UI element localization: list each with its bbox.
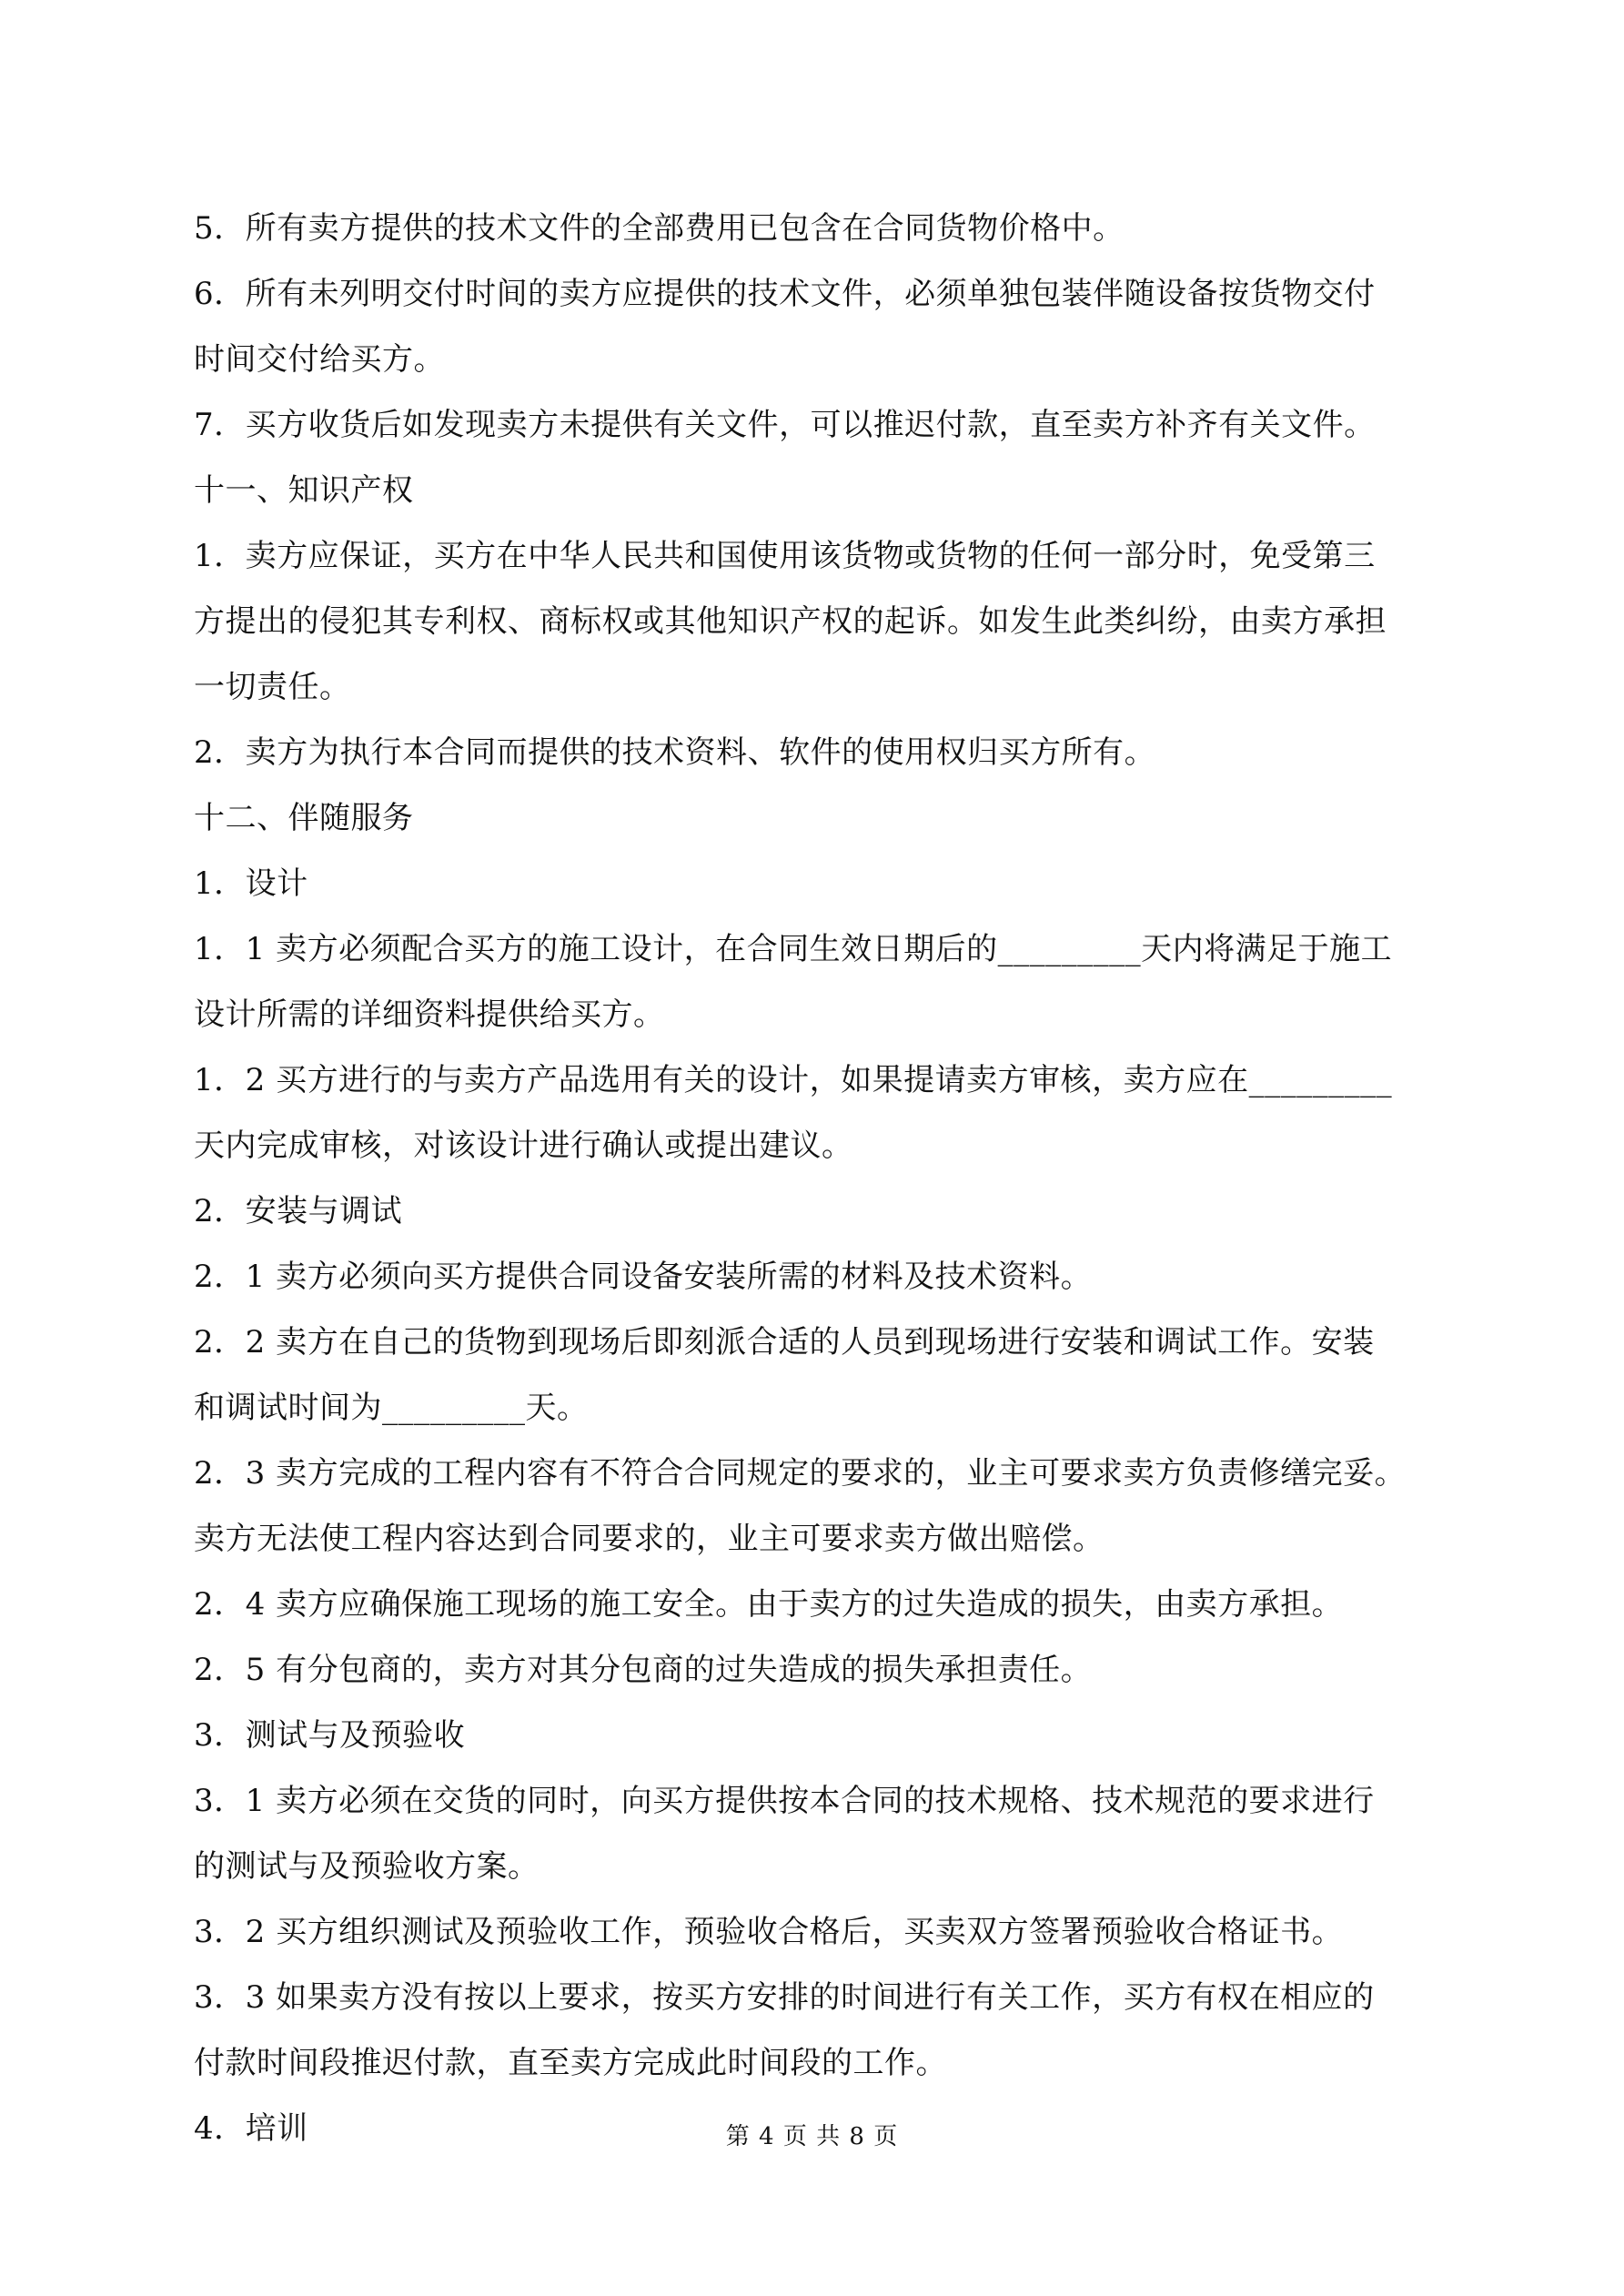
section-heading: 十二、伴随服务 xyxy=(194,800,414,836)
text-line: 2．2 卖方在自己的货物到现场后即刻派合适的人员到现场进行安装和调试工作。安装 xyxy=(194,1324,1375,1360)
text-line: 3．2 买方组织测试及预验收工作，预验收合格后，买卖双方签署预验收合格证书。 xyxy=(194,1914,1344,1950)
text-line: 的测试与及预验收方案。 xyxy=(194,1848,540,1885)
subsection-heading: 4．培训 xyxy=(194,2110,308,2147)
text-line: 3．1 卖方必须在交货的同时，向买方提供按本合同的技术规格、技术规范的要求进行 xyxy=(194,1783,1375,1819)
text-line: 设计所需的详细资料提供给买方。 xyxy=(194,996,665,1033)
subsection-heading: 1．设计 xyxy=(194,865,308,902)
text-line: 2．1 卖方必须向买方提供合同设备安装所需的材料及技术资料。 xyxy=(194,1259,1093,1295)
text-line: 2．4 卖方应确保施工现场的施工安全。由于卖方的过失造成的损失，由卖方承担。 xyxy=(194,1586,1344,1623)
text-line: 时间交付给买方。 xyxy=(194,341,445,378)
text-line: 5．所有卖方提供的技术文件的全部费用已包含在合同货物价格中。 xyxy=(194,210,1125,247)
text-line: 方提出的侵犯其专利权、商标权或其他知识产权的起诉。如发生此类纠纷，由卖方承担 xyxy=(194,603,1387,640)
text-line: 付款时间段推迟付款，直至卖方完成此时间段的工作。 xyxy=(194,2045,947,2081)
text-line: 一切责任。 xyxy=(194,669,351,705)
section-heading: 十一、知识产权 xyxy=(194,472,414,509)
page-number-footer: 第 4 页 共 8 页 xyxy=(725,2123,899,2150)
text-line: 1．1 卖方必须配合买方的施工设计，在合同生效日期后的_________天内将满足于施工 xyxy=(194,931,1393,967)
text-line: 2．3 卖方完成的工程内容有不符合合同规定的要求的，业主可要求卖方负责修缮完妥。 xyxy=(194,1455,1407,1492)
text-line: 和调试时间为_________天。 xyxy=(194,1390,589,1426)
text-line: 2．卖方为执行本合同而提供的技术资料、软件的使用权归买方所有。 xyxy=(194,734,1156,771)
text-line: 6．所有未列明交付时间的卖方应提供的技术文件，必须单独包装伴随设备按货物交付 xyxy=(194,276,1376,312)
text-line: 1．卖方应保证，买方在中华人民共和国使用该货物或货物的任何一部分时，免受第三 xyxy=(194,538,1376,574)
text-line: 2．5 有分包商的，卖方对其分包商的过失造成的损失承担责任。 xyxy=(194,1652,1093,1688)
document-body xyxy=(194,196,1440,2161)
text-line: 1．2 买方进行的与卖方产品选用有关的设计，如果提请卖方审核，卖方应在_________ xyxy=(194,1062,1393,1098)
subsection-heading: 2．安装与调试 xyxy=(194,1193,403,1229)
text-line: 天内完成审核，对该设计进行确认或提出建议。 xyxy=(194,1128,853,1164)
text-line: 7．买方收货后如发现卖方未提供有关文件，可以推迟付款，直至卖方补齐有关文件。 xyxy=(194,407,1376,443)
subsection-heading: 3．测试与及预验收 xyxy=(194,1717,466,1754)
text-line: 卖方无法使工程内容达到合同要求的，业主可要求卖方做出赔偿。 xyxy=(194,1521,1105,1557)
text-line: 3．3 如果卖方没有按以上要求，按买方安排的时间进行有关工作，买方有权在相应的 xyxy=(194,1979,1375,2016)
